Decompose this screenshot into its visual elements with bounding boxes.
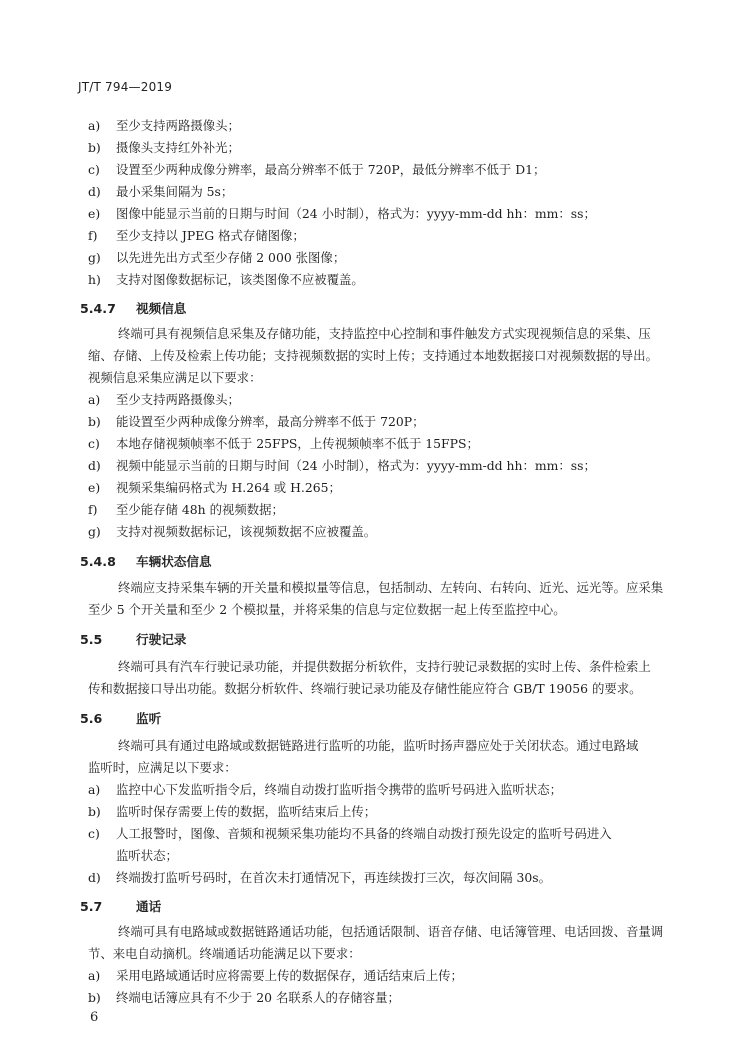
section-heading-5-4-7: 5.4.7 视频信息 <box>80 301 187 316</box>
list-item: c) 人工报警时，图像、音频和视频采集功能均不具备的终端自动拨打预先设定的监听号码进入 <box>88 826 612 841</box>
paragraph-line: 监听时，应满足以下要求： <box>88 760 237 775</box>
section-heading-5-6: 5.6 监听 <box>80 711 162 726</box>
list-item: c) 本地存储视频帧率不低于 25FPS，上传视频帧率不低于 15FPS； <box>88 436 479 451</box>
list-item: a) 采用电路域通话时应将需要上传的数据保存，通话结束后上传； <box>88 968 463 983</box>
list-item: g) 以先进先出方式至少存储 2 000 张图像； <box>88 250 346 265</box>
paragraph-line: 节、来电自动摘机。终端通话功能满足以下要求： <box>88 946 361 961</box>
paragraph-line: 至少 5 个开关量和至少 2 个模拟量，并将采集的信息与定位数据一起上传至监控中心。 <box>88 602 566 617</box>
list-item: d) 终端拨打监听号码时，在首次未打通情况下，再连续拨打三次，每次间隔 30s。 <box>88 870 551 885</box>
section-heading-5-4-8: 5.4.8 车辆状态信息 <box>80 554 212 569</box>
list-item: a) 监控中心下发监听指令后，终端自动拨打监听指令携带的监听号码进入监听状态； <box>88 782 563 797</box>
list-item: e) 视频采集编码格式为 H.264 或 H.265； <box>88 480 341 495</box>
paragraph-line: 终端可具有视频信息采集及存储功能，支持监控中心控制和事件触发方式实现视频信息的采集、压 <box>118 326 651 341</box>
list-item: b) 终端电话簿应具有不少于 20 名联系人的存储容量； <box>88 990 400 1005</box>
page-number: 6 <box>90 1010 99 1025</box>
list-item: h) 支持对图像数据标记，该类图像不应被覆盖。 <box>88 272 364 287</box>
list-item: f) 至少支持以 JPEG 格式存储图像； <box>88 228 305 243</box>
section-heading-5-7: 5.7 通话 <box>80 899 162 914</box>
paragraph-line: 终端可具有电路域或数据链路通话功能，包括通话限制、语音存储、电话簿管理、电话回拨、音量调 <box>118 924 664 939</box>
list-item: f) 至少能存储 48h 的视频数据； <box>88 502 284 517</box>
list-item: d) 最小采集间隔为 5s； <box>88 184 234 199</box>
list-item: c) 设置至少两种成像分辨率，最高分辨率不低于 720P，最低分辨率不低于 D1； <box>88 162 546 177</box>
list-item: g) 支持对视频数据标记，该视频数据不应被覆盖。 <box>88 524 377 539</box>
paragraph-line: 终端可具有汽车行驶记录功能，并提供数据分析软件，支持行驶记录数据的实时上传、条件检索上 <box>118 659 651 674</box>
list-item: b) 监听时保存需要上传的数据，监听结束后上传； <box>88 804 377 819</box>
paragraph-line: 终端可具有通过电路域或数据链路进行监听的功能，监听时扬声器应处于关闭状态。通过电路域 <box>118 738 639 753</box>
list-item: e) 图像中能显示当前的日期与时间（24 小时制），格式为：yyyy-mm-dd hh：mm：ss； <box>88 206 596 221</box>
paragraph-line: 传和数据接口导出功能。数据分析软件、终端行驶记录功能及存储性能应符合 GB/T 19056 的要求。 <box>88 681 642 696</box>
paragraph-line: 视频信息采集应满足以下要求： <box>88 370 262 385</box>
section-heading-5-5: 5.5 行驶记录 <box>80 632 187 647</box>
list-item: a) 至少支持两路摄像头； <box>88 118 240 133</box>
list-item: b) 能设置至少两种成像分辨率，最高分辨率不低于 720P； <box>88 414 425 429</box>
document-id-header: JT/T 794—2019 <box>78 80 173 94</box>
paragraph-line: 缩、存储、上传及检索上传功能；支持视频数据的实时上传；支持通过本地数据接口对视频数据的导出。 <box>88 348 658 363</box>
paragraph-line: 终端应支持采集车辆的开关量和模拟量等信息，包括制动、左转向、右转向、近光、远光等。应采集 <box>118 580 664 595</box>
list-item: d) 视频中能显示当前的日期与时间（24 小时制），格式为：yyyy-mm-dd hh：mm：ss； <box>88 458 596 473</box>
list-item: a) 至少支持两路摄像头； <box>88 392 240 407</box>
list-item: 监听状态； <box>116 848 178 863</box>
list-item: b) 摄像头支持红外补光； <box>88 140 240 155</box>
